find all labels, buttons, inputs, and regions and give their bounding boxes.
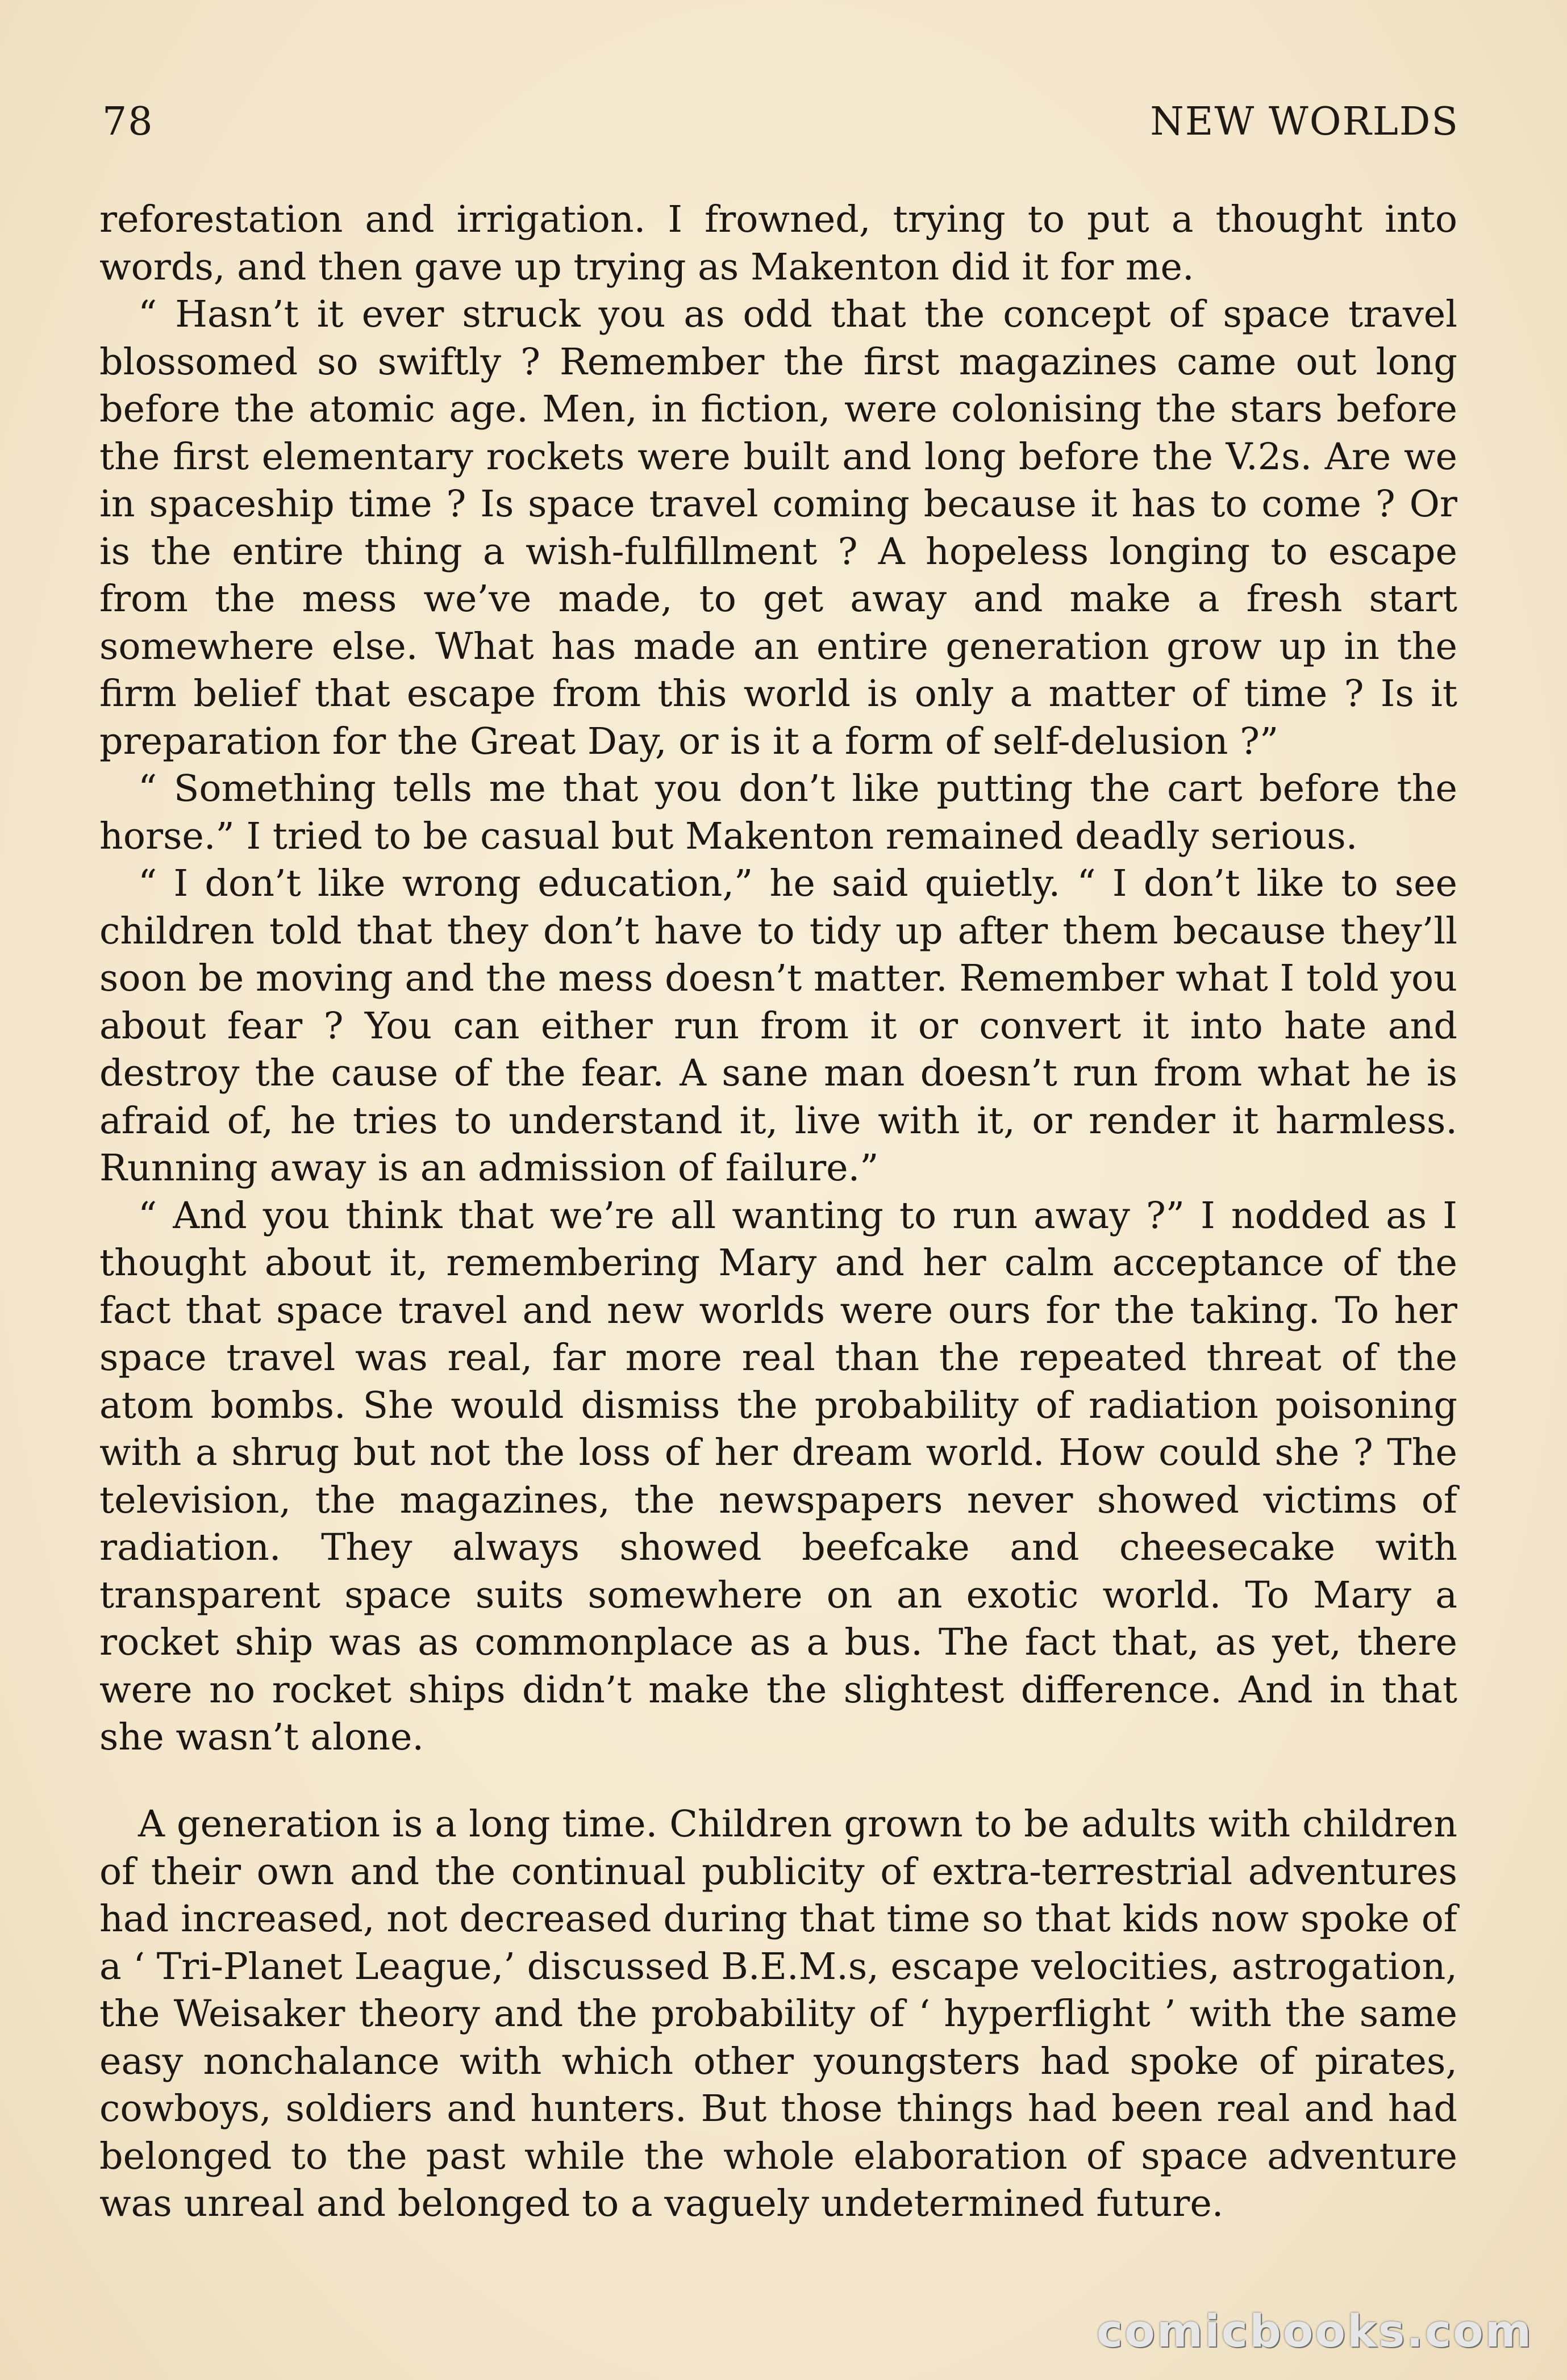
page-number: 78 [102,99,154,144]
text-block-one [99,196,1457,1761]
paragraph: “ Something tells me that you don’t like putting the cart before the horse.” I tried to be casual but Makenton remained deadly serious. [99,767,1457,858]
watermark: comicbooks.com [1096,2306,1533,2357]
paragraph: “ Hasn’t it ever struck you as odd that the concept of space travel blossomed so swiftly ? Remember the first magazines came out long before the atomic age. Men, in fiction, were colonising the stars before the first elementary rockets were built and long before the V.2s. Are we in spaceship time ? Is space travel coming because it has to come ? Or is the entire thing a wish-fulfillment ? A hopeless longing to escape from the mess we’ve made, to get away and make a fresh start somewhere else. What has made an entire generation grow up in the firm belief that escape from this world is only a matter of time ? Is it preparation for the Great Day, or is it a form of self-delusion ?” [99,293,1457,763]
paragraph: A generation is a long time. Children grown to be adults with children of their own and the continual publicity of extra-terrestrial adventures had increased, not decreased during that time so that kids now spoke of a ‘ Tri-Planet League,’ discussed B.E.M.s, escape velocities, astrogation, the Weisaker theory and the probability of ‘ hyperflight ’ with the same easy nonchalance with which other youngsters had spoke of pirates, cowboys, soldiers and hunters. But those things had been real and had belonged to the past while the whole elaboration of space adventure was unreal and belonged to a vaguely undetermined future. [99,1803,1457,2225]
text-block-two [99,1801,1457,2228]
running-title: NEW WORLDS [1150,99,1459,144]
page-header [102,99,1459,162]
paragraph: reforestation and irrigation. I frowned, trying to put a thought into words, and then gave up trying as Makenton did it for me. [99,198,1457,289]
paragraph: “ And you think that we’re all wanting to run away ?” I nodded as I thought about it, remembering Mary and her calm acceptance of the fact that space travel and new worlds were ours for the taking. To her space travel was real, far more real than the repeated threat of the atom bombs. She would dismiss the probability of radiation poisoning with a shrug but not the loss of her dream world. How could she ? The television, the magazines, the newspapers never showed victims of radiation. They always showed beefcake and cheesecake with transparent space suits somewhere on an exotic world. To Mary a rocket ship was as commonplace as a bus. The fact that, as yet, there were no rocket ships didn’t make the slightest difference. And in that she wasn’t alone. [99,1194,1457,1759]
paragraph: “ I don’t like wrong education,” he said quietly. “ I don’t like to see children told that they don’t have to tidy up after them because they’ll soon be moving and the mess doesn’t matter. Remember what I told you about fear ? You can either run from it or convert it into hate and destroy the cause of the fear. A sane man doesn’t run from what he is afraid of, he tries to understand it, live with it, or render it harmless. Running away is an admission of failure.” [99,862,1457,1189]
